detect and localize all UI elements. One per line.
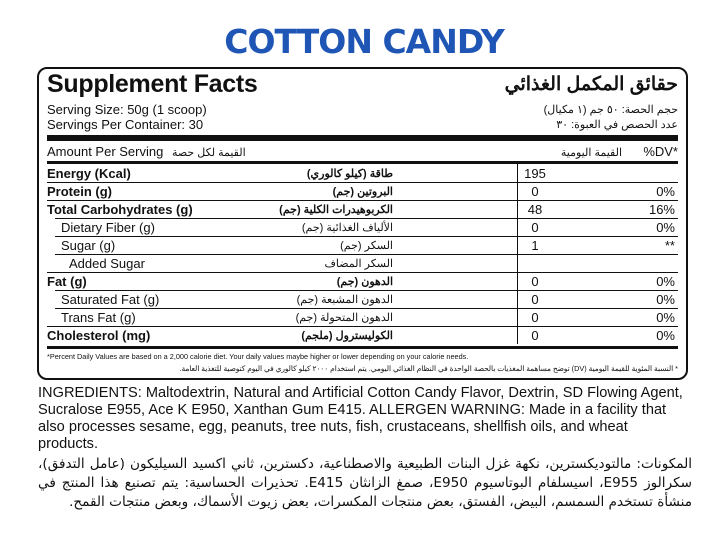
nutrient-value: 195 (524, 166, 546, 181)
nutrient-name: Dietary Fiber (g) (61, 220, 155, 235)
dv-header-en: %DV* (643, 144, 678, 159)
nutrient-name: Added Sugar (69, 256, 145, 271)
nutrient-row-cholesterol (47, 327, 678, 345)
dv-header-ar: القيمة اليومية (560, 147, 622, 159)
nutrient-name: Saturated Fat (g) (61, 292, 160, 307)
nutrient-dv: 0% (656, 184, 675, 199)
nutrient-dv: 0% (656, 274, 675, 289)
nutrient-dv: 0% (656, 292, 675, 307)
amount-per-serving-en: Amount Per Serving (47, 144, 164, 159)
servings-per-container-ar: عدد الحصص في العبوة: ٣٠ (556, 119, 678, 131)
nutrient-value: 48 (527, 202, 543, 217)
thick-rule-middle (47, 161, 678, 164)
nutrient-dv: 16% (648, 202, 675, 217)
nutrient-row-fat (47, 273, 678, 291)
amount-per-serving-ar: القيمة لكل حصة (172, 147, 246, 159)
nutrient-value: 0 (531, 220, 539, 235)
nutrient-name-ar: الألياف الغذائية (جم) (301, 222, 393, 234)
footnote-en: *Percent Daily Values are based on a 2,000 calorie diet. Your daily values maybe higher or lower depending on your calorie needs. (47, 352, 469, 361)
serving-size-en: Serving Size: 50g (1 scoop) (47, 102, 207, 117)
nutrient-row-protein (47, 183, 678, 201)
nutrient-name-ar: السكر (جم) (340, 240, 393, 252)
servings-per-container-en: Servings Per Container: 30 (47, 117, 204, 132)
footnote-ar: * النسبة المئوية للقيمة اليومية (DV) توضح مساهمة المغذيات بالحصة الواحدة في النظام الغذائي اليومي. يتم استخدام ٢٠٠٠ كيلو كالوري في اليوم كتوصية للتغذية العامة. (179, 364, 678, 373)
nutrient-value: 0 (531, 328, 539, 343)
nutrient-value: 0 (531, 184, 539, 199)
product-title: COTTON CANDY (224, 22, 504, 61)
nutrient-name-ar: البروتين (جم) (332, 186, 393, 198)
nutrient-value: 1 (531, 238, 539, 253)
panel-heading-en: Supplement Facts (47, 70, 258, 98)
serving-size-ar: حجم الحصة: ٥٠ جم (١ مكيال) (543, 104, 678, 116)
nutrient-dv: 0% (656, 310, 675, 325)
nutrient-name: Sugar (g) (61, 238, 116, 253)
nutrient-name: Protein (g) (47, 184, 112, 199)
nutrient-name-ar: طاقة (كيلو كالوري) (306, 168, 393, 180)
nutrient-row-energy (47, 165, 678, 183)
ingredients-ar: المكونات: مالتوديكسترين، نكهة غزل البنات الطبيعية والاصطناعية، دكسترين، ثاني اكسيد السيليكون (عامل التدفق)، سكرالوز E955، اسيسلفام البوتاسيوم E950، صمغ الزانثان E415. تحذيرات الحساسية: يتم تصنيع هذا المنتج في منشأة تستخدم السمسم، البيض، الفستق، بعض منتجات المكسرات، بعض زيوت الأسماك، وبعض منتجات القمح. (38, 456, 692, 510)
nutrient-value: 0 (531, 274, 539, 289)
nutrient-name: Trans Fat (g) (61, 310, 136, 325)
nutrient-name: Cholesterol (mg) (47, 328, 151, 343)
thick-rule-bottom (47, 346, 678, 349)
nutrient-row-carbohydrates (47, 201, 678, 219)
nutrient-row-trans-fat (47, 309, 678, 327)
nutrient-dv: 0% (656, 328, 675, 343)
nutrient-name-ar: السكر المضاف (324, 258, 393, 270)
nutrient-name-ar: الدهون المشبعة (جم) (296, 294, 393, 306)
nutrient-dv: ** (664, 238, 675, 253)
nutrient-name: Total Carbohydrates (g) (47, 202, 193, 217)
nutrient-row-added-sugar (47, 255, 678, 273)
nutrient-row-sugar (47, 237, 678, 255)
nutrient-name-ar: الدهون (جم) (336, 276, 393, 288)
supplement-facts-panel (37, 67, 688, 380)
nutrient-row-fiber (47, 219, 678, 237)
nutrient-name-ar: الكوليسترول (ملجم) (301, 330, 393, 342)
nutrient-name: Energy (Kcal) (47, 166, 131, 181)
nutrient-row-saturated-fat (47, 291, 678, 309)
nutrient-value: 0 (531, 310, 539, 325)
nutrient-name: Fat (g) (47, 274, 87, 289)
thick-rule-top (47, 135, 678, 141)
panel-heading-ar: حقائق المكمل الغذائي (504, 74, 678, 95)
nutrient-value: 0 (531, 292, 539, 307)
nutrient-name-ar: الدهون المتحولة (جم) (295, 312, 393, 324)
ingredients-en: INGREDIENTS: Maltodextrin, Natural and Artificial Cotton Candy Flavor, Dextrin, SD Flowing Agent, Sucralose E955, Ace K E950, Xanthan Gum E415. ALLERGEN WARNING: Made in a facility that also processes sesame, egg, peanuts, tree nuts, fish, crustaceans, shellfish oils, and wheat products. (38, 385, 683, 452)
nutrient-dv: 0% (656, 220, 675, 235)
nutrient-name-ar: الكربوهيدرات الكلية (جم) (279, 204, 393, 216)
